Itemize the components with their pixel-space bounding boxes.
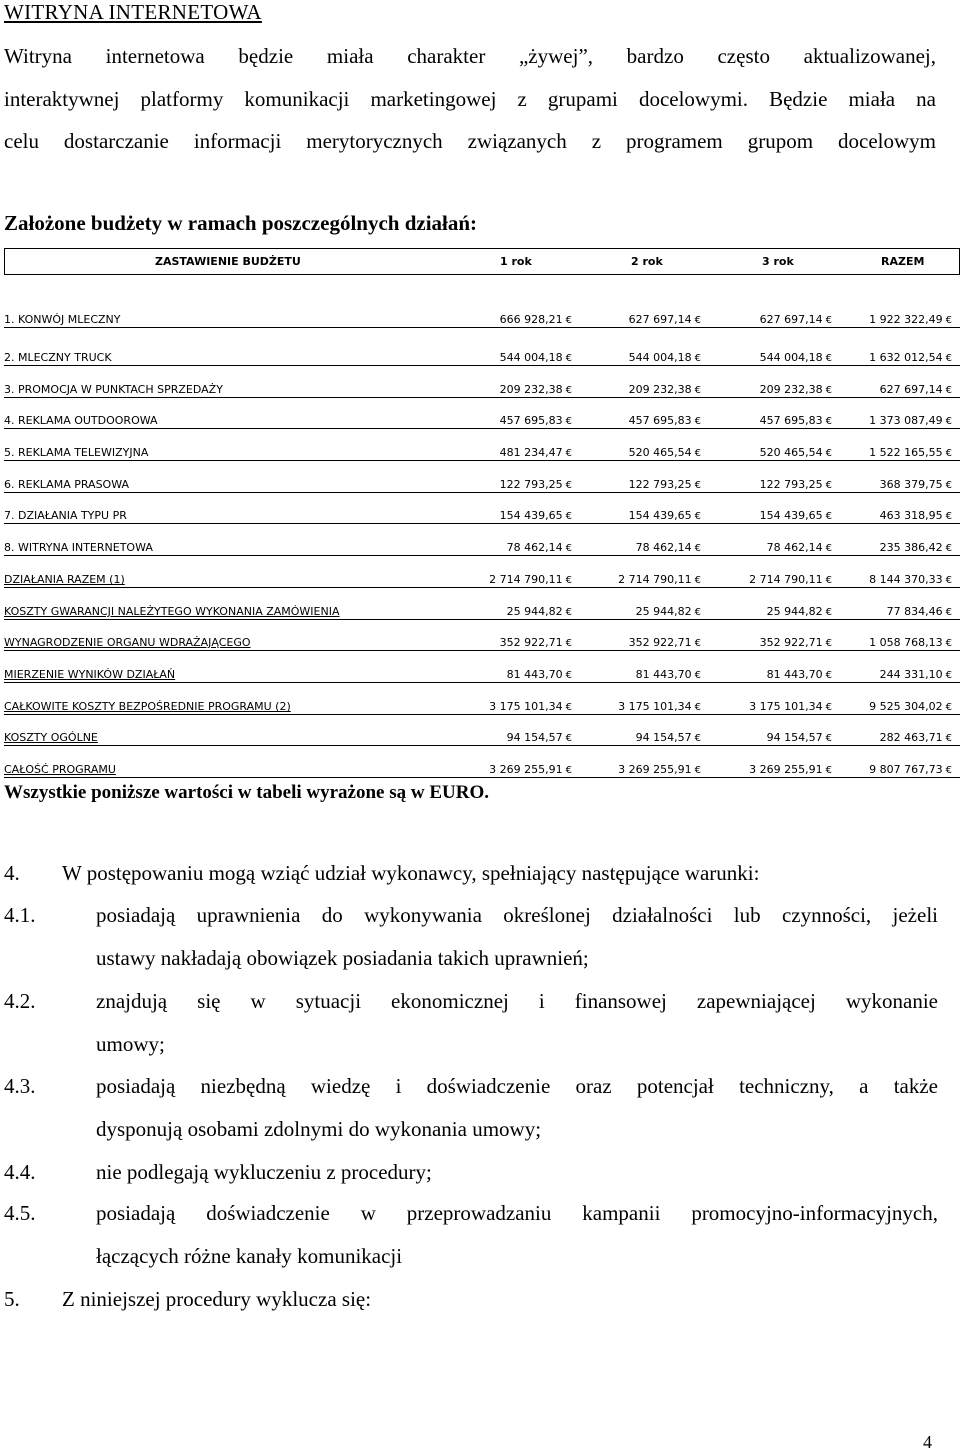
currency-symbol: € — [945, 385, 952, 396]
currency-symbol: € — [945, 670, 952, 681]
row-label: 3. PROMOCJA W PUNKTACH SPRZEDAŻY — [4, 383, 223, 396]
currency-symbol: € — [825, 575, 832, 586]
table-row — [4, 509, 960, 524]
value-text: 77 834,46 — [886, 605, 943, 618]
row-value — [767, 668, 832, 683]
row-value — [489, 573, 572, 588]
row-value — [760, 478, 832, 493]
currency-symbol: € — [945, 733, 952, 744]
value-text: 9 525 304,02 — [869, 700, 943, 713]
value-text: 122 793,25 — [628, 478, 692, 491]
currency-symbol: € — [694, 702, 701, 713]
row-value — [507, 668, 572, 683]
currency-symbol: € — [694, 315, 701, 326]
value-text: 627 697,14 — [759, 313, 823, 326]
currency-symbol: € — [694, 670, 701, 681]
currency-symbol: € — [945, 543, 952, 554]
currency-symbol: € — [694, 416, 701, 427]
row-value — [869, 700, 952, 715]
value-text: 1 632 012,54 — [869, 351, 943, 364]
currency-symbol: € — [694, 575, 701, 586]
value-text: 2 714 790,11 — [618, 573, 692, 586]
value-text: 94 154,57 — [635, 731, 692, 744]
currency-symbol: € — [945, 480, 952, 491]
row-label: MIERZENIE WYNIKÓW DZIAŁAŃ — [4, 668, 176, 681]
list-item-text: dysponują osobami zdolnymi do wykonania umowy; — [96, 1117, 542, 1141]
currency-symbol: € — [945, 315, 952, 326]
table-row — [4, 383, 960, 398]
value-text: 78 462,14 — [766, 541, 823, 554]
row-value — [869, 351, 952, 366]
table-row — [4, 351, 960, 366]
row-label: 4. REKLAMA OUTDOOROWA — [4, 414, 158, 427]
currency-note: Wszystkie poniższe wartości w tabeli wyrażone są w EURO. — [4, 782, 489, 803]
currency-symbol: € — [825, 607, 832, 618]
list-item-text: Z niniejszej procedury wyklucza się: — [62, 1287, 372, 1311]
currency-symbol: € — [825, 543, 832, 554]
row-value — [618, 573, 701, 588]
row-label: KOSZTY GWARANCJI NALEŻYTEGO WYKONANIA ZAMÓWIENIA — [4, 605, 340, 618]
row-value — [629, 414, 701, 429]
value-text: 81 443,70 — [635, 668, 692, 681]
row-value — [749, 763, 832, 778]
row-value — [629, 446, 701, 461]
row-value — [760, 636, 832, 651]
value-text: 25 944,82 — [766, 605, 823, 618]
row-value — [618, 700, 701, 715]
value-text: 1 058 768,13 — [869, 636, 943, 649]
row-value — [500, 509, 572, 524]
row-label: CAŁOŚĆ PROGRAMU — [4, 763, 116, 776]
list-item-text: posiadają niezbędną wiedzę i doświadczenie oraz potencjał techniczny, a także — [96, 1074, 938, 1098]
table-row — [4, 700, 960, 715]
row-value — [887, 605, 952, 620]
list-item-number: 4.5. — [4, 1201, 36, 1225]
value-text: 2 714 790,11 — [749, 573, 823, 586]
header-label: ZASTAWIENIE BUDŻETU — [155, 255, 301, 268]
currency-symbol: € — [565, 353, 572, 364]
value-text: 78 462,14 — [635, 541, 692, 554]
currency-symbol: € — [565, 416, 572, 427]
value-text: 666 928,21 — [499, 313, 563, 326]
list-item-number: 4.4. — [4, 1160, 36, 1184]
value-text: 457 695,83 — [499, 414, 563, 427]
row-value — [500, 383, 572, 398]
value-text: 627 697,14 — [628, 313, 692, 326]
row-value — [629, 313, 701, 328]
table-row — [4, 668, 960, 683]
currency-symbol: € — [565, 385, 572, 396]
row-value — [507, 605, 572, 620]
currency-symbol: € — [825, 448, 832, 459]
value-text: 235 386,42 — [879, 541, 943, 554]
value-text: 94 154,57 — [766, 731, 823, 744]
row-value — [760, 383, 832, 398]
value-text: 3 269 255,91 — [618, 763, 692, 776]
currency-symbol: € — [825, 702, 832, 713]
intro-line: Witryna internetowa będzie miała charakter „żywej”, bardzo często aktualizowanej, — [4, 44, 936, 68]
table-header-row — [4, 248, 960, 275]
value-text: 94 154,57 — [506, 731, 563, 744]
value-text: 154 439,65 — [628, 509, 692, 522]
value-text: 244 331,10 — [879, 668, 943, 681]
row-value — [760, 414, 832, 429]
currency-symbol: € — [565, 575, 572, 586]
row-value — [869, 313, 952, 328]
currency-symbol: € — [945, 448, 952, 459]
currency-symbol: € — [825, 638, 832, 649]
row-label: 5. REKLAMA TELEWIZYJNA — [4, 446, 149, 459]
currency-symbol: € — [825, 353, 832, 364]
value-text: 8 144 370,33 — [869, 573, 943, 586]
currency-symbol: € — [825, 315, 832, 326]
value-text: 544 004,18 — [499, 351, 563, 364]
value-text: 1 373 087,49 — [869, 414, 943, 427]
row-value — [869, 573, 952, 588]
table-row — [4, 573, 960, 588]
value-text: 25 944,82 — [635, 605, 692, 618]
currency-symbol: € — [945, 353, 952, 364]
list-item-number: 4. — [4, 861, 20, 885]
row-value — [629, 383, 701, 398]
header-year-3: 3 rok — [762, 255, 794, 268]
value-text: 3 269 255,91 — [489, 763, 563, 776]
header-total: RAZEM — [881, 255, 925, 268]
value-text: 3 175 101,34 — [618, 700, 692, 713]
row-value — [500, 446, 572, 461]
currency-symbol: € — [565, 480, 572, 491]
value-text: 9 807 767,73 — [869, 763, 943, 776]
budget-table — [4, 248, 960, 776]
list-item-text: znajdują się w sytuacji ekonomicznej i finansowej zapewniającej wykonanie — [96, 989, 938, 1013]
header-year-2: 2 rok — [631, 255, 663, 268]
currency-symbol: € — [694, 733, 701, 744]
row-value — [500, 351, 572, 366]
currency-symbol: € — [565, 733, 572, 744]
row-value — [507, 541, 572, 556]
row-value — [869, 636, 952, 651]
row-value — [869, 763, 952, 778]
value-text: 282 463,71 — [879, 731, 943, 744]
header-year-1: 1 rok — [500, 255, 532, 268]
table-row — [4, 636, 960, 651]
currency-symbol: € — [945, 607, 952, 618]
value-text: 1 922 322,49 — [869, 313, 943, 326]
currency-symbol: € — [945, 638, 952, 649]
list-item-text: posiadają doświadczenie w przeprowadzaniu kampanii promocyjno-informacyjnych, — [96, 1201, 938, 1225]
row-label: 8. WITRYNA INTERNETOWA — [4, 541, 153, 554]
row-value — [880, 731, 952, 746]
value-text: 209 232,38 — [628, 383, 692, 396]
currency-symbol: € — [825, 480, 832, 491]
value-text: 122 793,25 — [759, 478, 823, 491]
row-value — [749, 573, 832, 588]
list-item-text: W postępowaniu mogą wziąć udział wykonawcy, spełniający następujące warunki: — [62, 861, 760, 885]
currency-symbol: € — [694, 385, 701, 396]
value-text: 627 697,14 — [879, 383, 943, 396]
table-row — [4, 414, 960, 429]
table-row — [4, 313, 960, 328]
row-value — [760, 351, 832, 366]
currency-symbol: € — [945, 765, 952, 776]
row-value — [760, 509, 832, 524]
currency-symbol: € — [825, 416, 832, 427]
currency-symbol: € — [565, 543, 572, 554]
value-text: 209 232,38 — [499, 383, 563, 396]
list-item-number: 4.1. — [4, 903, 36, 927]
row-value — [489, 763, 572, 778]
value-text: 352 922,71 — [759, 636, 823, 649]
row-value — [869, 414, 952, 429]
value-text: 3 269 255,91 — [749, 763, 823, 776]
row-value — [880, 509, 952, 524]
row-label: WYNAGRODZENIE ORGANU WDRAŻAJĄCEGO — [4, 636, 251, 649]
currency-symbol: € — [825, 385, 832, 396]
table-row — [4, 763, 960, 778]
list-item-number: 5. — [4, 1287, 20, 1311]
currency-symbol: € — [945, 511, 952, 522]
currency-symbol: € — [945, 575, 952, 586]
row-value — [880, 383, 952, 398]
value-text: 154 439,65 — [499, 509, 563, 522]
row-value — [500, 414, 572, 429]
currency-symbol: € — [945, 702, 952, 713]
value-text: 3 175 101,34 — [489, 700, 563, 713]
value-text: 81 443,70 — [506, 668, 563, 681]
section-title: WITRYNA INTERNETOWA — [4, 0, 262, 24]
row-value — [500, 636, 572, 651]
value-text: 122 793,25 — [499, 478, 563, 491]
row-value — [767, 731, 832, 746]
row-value — [767, 541, 832, 556]
row-value — [749, 700, 832, 715]
list-item-number: 4.3. — [4, 1074, 36, 1098]
list-item-text: łączących różne kanały komunikacji — [96, 1244, 403, 1268]
value-text: 520 465,54 — [628, 446, 692, 459]
currency-symbol: € — [694, 607, 701, 618]
currency-symbol: € — [565, 315, 572, 326]
row-label: 2. MLECZNY TRUCK — [4, 351, 112, 364]
value-text: 463 318,95 — [879, 509, 943, 522]
currency-symbol: € — [694, 765, 701, 776]
value-text: 352 922,71 — [628, 636, 692, 649]
value-text: 78 462,14 — [506, 541, 563, 554]
value-text: 520 465,54 — [759, 446, 823, 459]
value-text: 209 232,38 — [759, 383, 823, 396]
row-value — [636, 731, 701, 746]
list-item-text: umowy; — [96, 1032, 165, 1056]
row-value — [629, 351, 701, 366]
row-value — [880, 478, 952, 493]
intro-line: celu dostarczanie informacji merytorycznych związanych z programem grupom docelowym — [4, 129, 936, 153]
row-value — [500, 478, 572, 493]
row-value — [767, 605, 832, 620]
intro-paragraph — [4, 35, 936, 163]
currency-symbol: € — [825, 511, 832, 522]
currency-symbol: € — [565, 511, 572, 522]
row-label: KOSZTY OGÓLNE — [4, 731, 98, 744]
value-text: 368 379,75 — [879, 478, 943, 491]
row-value — [880, 541, 952, 556]
row-label: DZIAŁANIA RAZEM (1) — [4, 573, 125, 586]
list-item-text: posiadają uprawnienia do wykonywania określonej działalności lub czynności, jeżeli — [96, 903, 938, 927]
value-text: 457 695,83 — [628, 414, 692, 427]
list-item-text: ustawy nakładają obowiązek posiadania takich uprawnień; — [96, 946, 589, 970]
row-value — [760, 313, 832, 328]
currency-symbol: € — [825, 765, 832, 776]
row-label: 1. KONWÓJ MLECZNY — [4, 313, 121, 326]
row-value — [629, 478, 701, 493]
row-value — [489, 700, 572, 715]
row-label: 6. REKLAMA PRASOWA — [4, 478, 130, 491]
currency-symbol: € — [694, 448, 701, 459]
row-value — [507, 731, 572, 746]
row-value — [880, 668, 952, 683]
currency-symbol: € — [825, 733, 832, 744]
value-text: 352 922,71 — [499, 636, 563, 649]
row-value — [636, 668, 701, 683]
row-label: CAŁKOWITE KOSZTY BEZPOŚREDNIE PROGRAMU (2) — [4, 700, 291, 713]
row-value — [636, 605, 701, 620]
row-value — [500, 313, 572, 328]
currency-symbol: € — [565, 702, 572, 713]
currency-symbol: € — [565, 670, 572, 681]
row-value — [636, 541, 701, 556]
row-value — [629, 636, 701, 651]
table-row — [4, 478, 960, 493]
row-value — [869, 446, 952, 461]
row-value — [760, 446, 832, 461]
value-text: 2 714 790,11 — [489, 573, 563, 586]
table-row — [4, 731, 960, 746]
currency-symbol: € — [565, 607, 572, 618]
currency-symbol: € — [565, 765, 572, 776]
value-text: 481 234,47 — [499, 446, 563, 459]
currency-symbol: € — [565, 638, 572, 649]
intro-line: interaktywnej platformy komunikacji marketingowej z grupami docelowymi. Będzie miała na — [4, 86, 936, 111]
value-text: 1 522 165,55 — [869, 446, 943, 459]
currency-symbol: € — [565, 448, 572, 459]
value-text: 81 443,70 — [766, 668, 823, 681]
currency-symbol: € — [694, 480, 701, 491]
currency-symbol: € — [694, 638, 701, 649]
table-row — [4, 541, 960, 556]
currency-symbol: € — [825, 670, 832, 681]
row-value — [629, 509, 701, 524]
value-text: 154 439,65 — [759, 509, 823, 522]
list-item-number: 4.2. — [4, 989, 36, 1013]
value-text: 544 004,18 — [759, 351, 823, 364]
table-row — [4, 446, 960, 461]
value-text: 457 695,83 — [759, 414, 823, 427]
list-item-text: nie podlegają wykluczeniu z procedury; — [96, 1160, 432, 1184]
currency-symbol: € — [694, 511, 701, 522]
row-value — [618, 763, 701, 778]
budget-heading: Założone budżety w ramach poszczególnych działań: — [4, 211, 478, 235]
page-number: 4 — [923, 1432, 932, 1452]
row-label: 7. DZIAŁANIA TYPU PR — [4, 509, 127, 522]
currency-symbol: € — [694, 353, 701, 364]
value-text: 544 004,18 — [628, 351, 692, 364]
currency-symbol: € — [694, 543, 701, 554]
table-row — [4, 605, 960, 620]
value-text: 3 175 101,34 — [749, 700, 823, 713]
currency-symbol: € — [945, 416, 952, 427]
value-text: 25 944,82 — [506, 605, 563, 618]
